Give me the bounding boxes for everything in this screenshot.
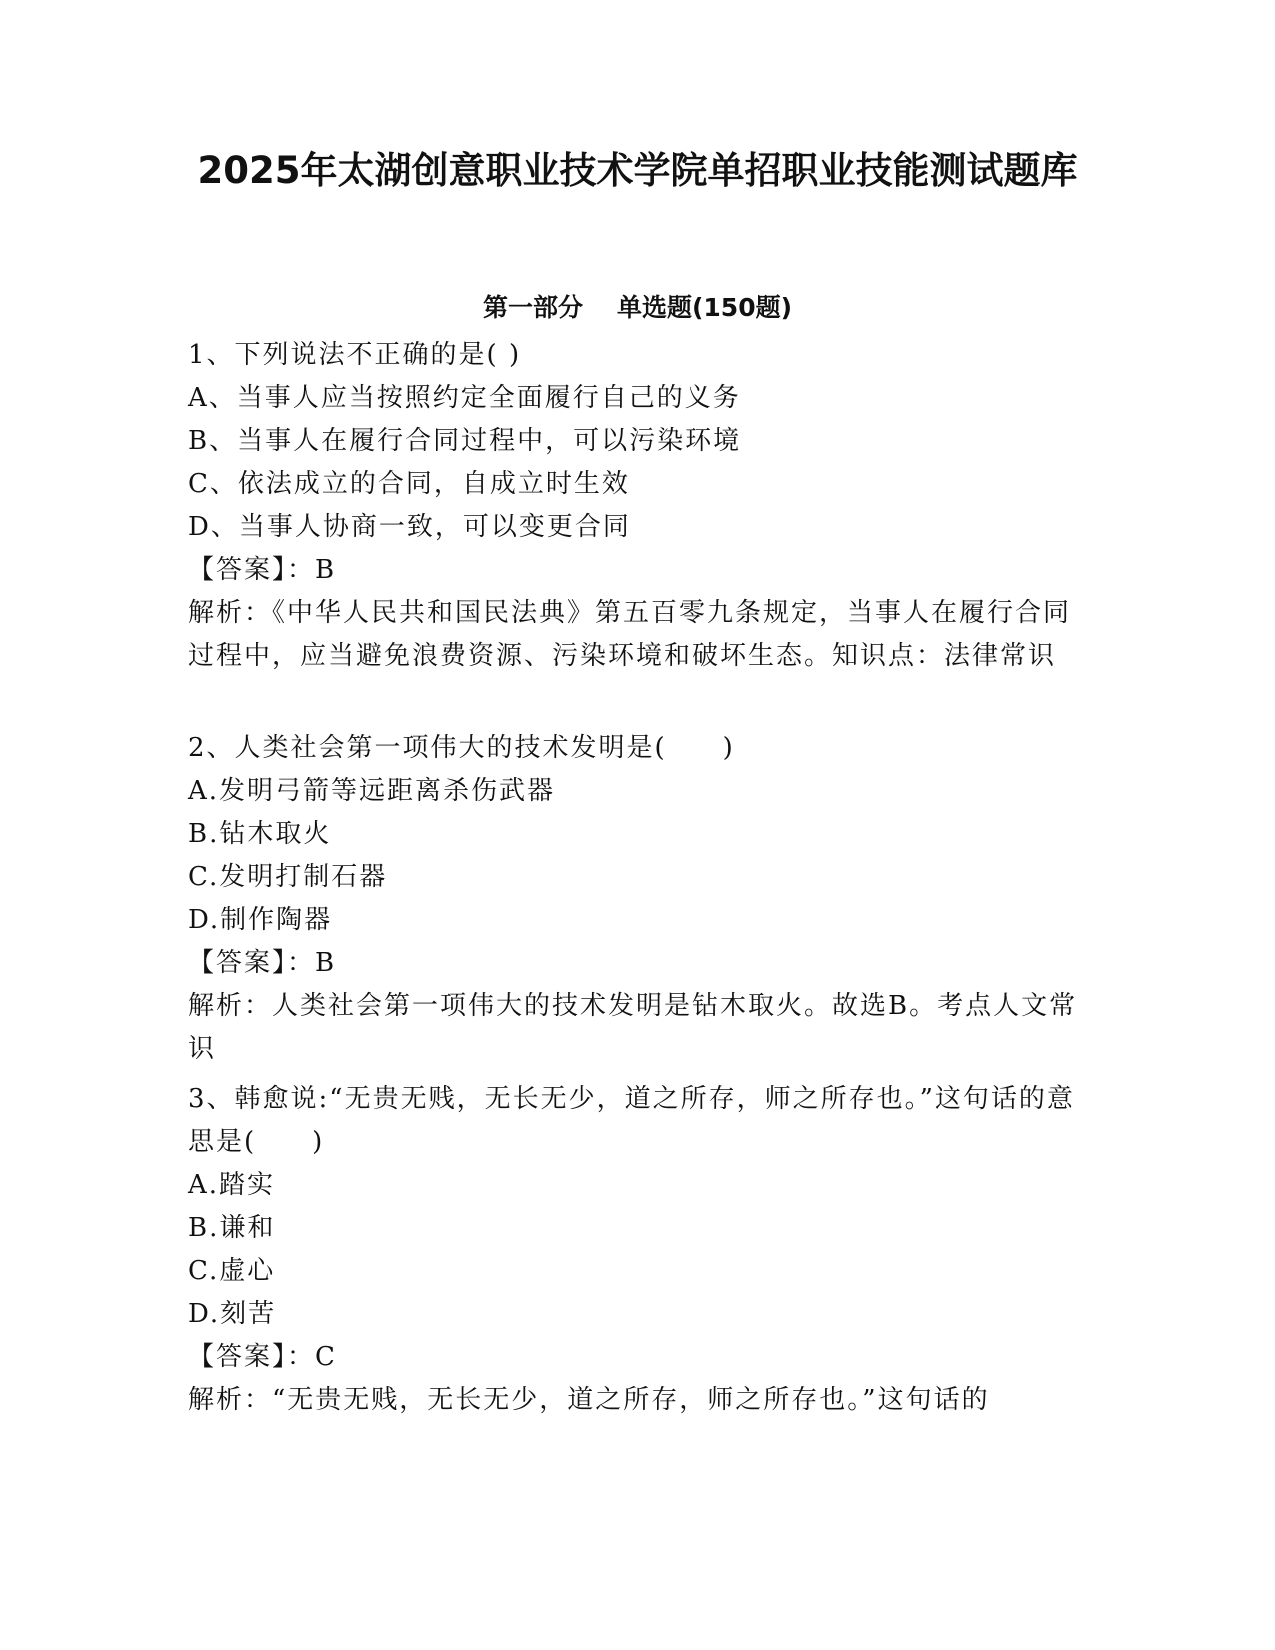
answer: 【答案】：B [188,948,337,978]
section-name: 单选题(150题) [616,293,793,322]
answer: 【答案】：C [188,1342,337,1372]
question-stem: 2、人类社会第一项伟大的技术发明是( ) [188,733,735,763]
option-d: D.刻苦 [188,1299,277,1329]
question-3 [188,1078,1078,1422]
option-a: A.发明弓箭等远距离杀伤武器 [188,776,556,806]
analysis: 解析：人类社会第一项伟大的技术发明是钻木取火。故选B。考点人文常识 [188,991,1078,1064]
option-a: A.踏实 [188,1170,276,1200]
section-part: 第一部分 [482,293,583,322]
option-b: B、当事人在履行合同过程中，可以污染环境 [188,426,742,456]
option-b: B.钻木取火 [188,819,332,849]
analysis: 解析：“无贵无贱，无长无少，道之所存，师之所存也。”这句话的 [188,1385,990,1415]
question-stem: 3、韩愈说:“无贵无贱，无长无少，道之所存，师之所存也。”这句话的意思是( ) [188,1084,1075,1157]
option-c: C.虚心 [188,1256,276,1286]
question-2 [188,727,1078,1071]
question-stem: 1、下列说法不正确的是( ) [188,340,522,370]
analysis: 解析：《中华人民共和国民法典》第五百零九条规定，当事人在履行合同过程中，应当避免浪费资源、污染环境和破坏生态。知识点：法律常识 [188,598,1072,671]
option-d: D、当事人协商一致，可以变更合同 [188,512,631,542]
document-title: 2025年太湖创意职业技术学院单招职业技能测试题库 [197,149,1078,192]
option-c: C.发明打制石器 [188,862,388,892]
section-title [0,290,1275,326]
question-1 [188,334,1078,678]
option-c: C、依法成立的合同，自成立时生效 [188,469,630,499]
option-b: B.谦和 [188,1213,276,1243]
option-a: A、当事人应当按照约定全面履行自己的义务 [188,383,741,413]
answer: 【答案】：B [188,555,337,585]
option-d: D.制作陶器 [188,905,333,935]
